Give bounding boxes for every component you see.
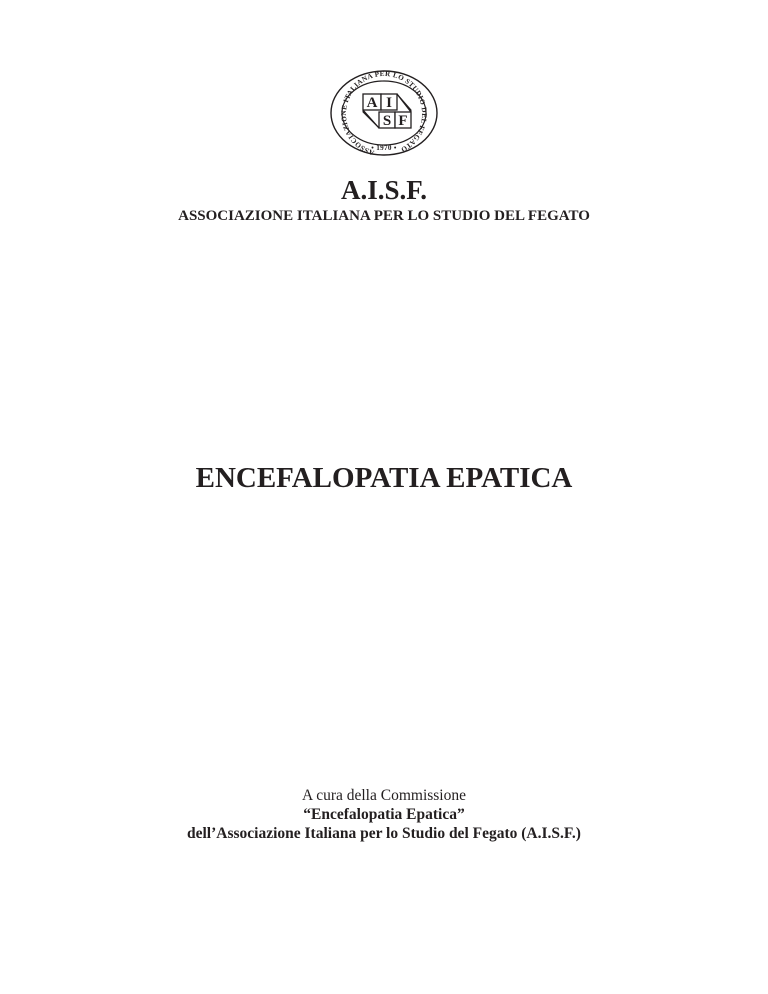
credits-commission-name: “Encefalopatia Epatica” [303,806,465,823]
seal-ring-text: ASSOCIAZIONE ITALIANA PER LO STUDIO DEL FEGATO [339,69,429,157]
org-acronym: A.I.S.F. [340,175,428,205]
seal-letter-f: F [398,113,408,129]
seal-graphic [327,68,441,158]
seal-year: • 1970 • [371,144,397,152]
seal-emblem [363,94,411,129]
seal-letter-a: A [366,95,378,111]
credits-block [0,786,768,843]
credits-line-1: A cura della Commissione [301,787,466,804]
seal-letter-s: S [382,113,392,129]
aisf-seal-logo [327,68,441,158]
org-full-name: ASSOCIAZIONE ITALIANA PER LO STUDIO DEL FEGATO [178,208,590,224]
document-title: ENCEFALOPATIA EPATICA [195,462,573,494]
seal-letter-i: I [386,95,392,111]
credits-association: dell’Associazione Italiana per lo Studio del Fegato (A.I.S.F.) [187,825,581,842]
